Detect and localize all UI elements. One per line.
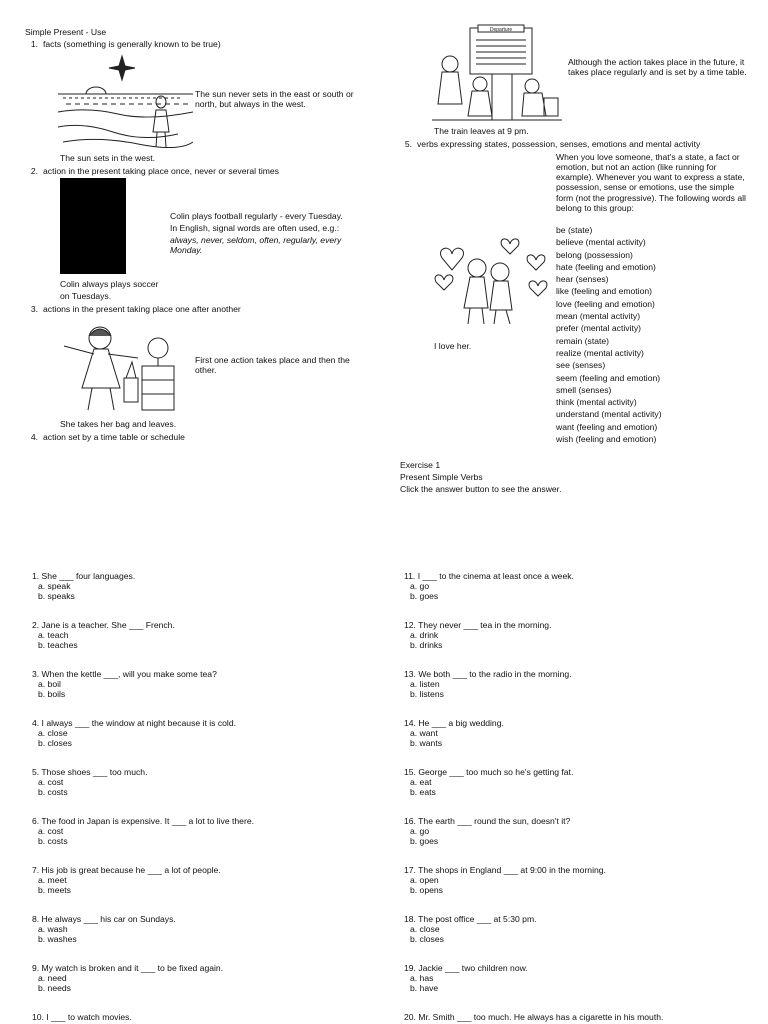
question-stem: 5. Those shoes ___ too much. — [32, 767, 148, 777]
exercise-subtitle: Present Simple Verbs — [400, 472, 483, 482]
verb-item: understand (mental activity) — [556, 409, 662, 420]
question-20 — [404, 1012, 734, 1022]
option-a[interactable]: a. close — [410, 924, 440, 935]
question-14 — [404, 718, 734, 748]
verb-item: be (state) — [556, 225, 593, 235]
use-item-3 — [20, 304, 241, 314]
option-b[interactable]: b. eats — [410, 787, 436, 798]
use-item-number: 3. — [30, 304, 38, 314]
question-stem: 19. Jackie ___ two children now. — [404, 963, 528, 973]
question-3 — [32, 669, 362, 699]
option-b[interactable]: b. goes — [410, 836, 439, 847]
question-stem: 2. Jane is a teacher. She ___ French. — [32, 620, 175, 630]
question-stem: 1. She ___ four languages. — [32, 571, 136, 581]
option-a[interactable]: a. has — [410, 973, 434, 984]
question-11 — [404, 571, 734, 601]
stative-verb-list — [556, 225, 662, 446]
verb-item: love (feeling and emotion) — [556, 298, 655, 309]
question-stem: 15. George ___ too much so he's getting fat. — [404, 767, 574, 777]
use-item-text: facts (something is generally known to be true) — [43, 39, 221, 49]
use-item-number: 2. — [30, 166, 38, 176]
option-a[interactable]: a. drink — [410, 630, 439, 641]
question-2 — [32, 620, 362, 650]
love-hearts-illustration — [432, 238, 552, 328]
verb-item: mean (mental activity) — [556, 311, 641, 322]
option-b[interactable]: b. costs — [38, 787, 68, 798]
question-stem: 10. I ___ to watch movies. — [32, 1012, 132, 1022]
option-a[interactable]: a. speak — [38, 581, 71, 592]
verb-item: smell (senses) — [556, 384, 612, 395]
example3-caption: She takes her bag and leaves. — [60, 419, 177, 429]
example3-note: First one action takes place and then the other. — [195, 355, 350, 376]
sunset-illustration — [58, 52, 193, 152]
option-b[interactable]: b. teaches — [38, 640, 78, 651]
question-stem: 3. When the kettle ___, will you make some tea? — [32, 669, 217, 679]
option-a[interactable]: a. close — [38, 728, 68, 739]
question-13 — [404, 669, 734, 699]
option-a[interactable]: a. open — [410, 875, 439, 886]
question-8 — [32, 914, 362, 944]
option-b[interactable]: b. washes — [38, 934, 77, 945]
question-stem: 13. We both ___ to the radio in the morning. — [404, 669, 572, 679]
verb-item: prefer (mental activity) — [556, 323, 642, 334]
question-7 — [32, 865, 362, 895]
question-17 — [404, 865, 734, 895]
option-a[interactable]: a. cost — [38, 826, 64, 837]
option-b[interactable]: b. drinks — [410, 640, 443, 651]
question-stem: 9. My watch is broken and it ___ to be fixed again. — [32, 963, 224, 973]
football-photo — [60, 178, 126, 274]
question-19 — [404, 963, 734, 993]
example4-caption: The train leaves at 9 pm. — [434, 126, 529, 136]
exercise-instruction: Click the answer button to see the answer. — [400, 484, 562, 494]
question-stem: 17. The shops in England ___ at 9:00 in the morning. — [404, 865, 606, 875]
question-stem: 4. I always ___ the window at night because it is cold. — [32, 718, 236, 728]
question-5 — [32, 767, 362, 797]
option-b[interactable]: b. wants — [410, 738, 443, 749]
option-b[interactable]: b. listens — [410, 689, 444, 700]
use-item-1 — [20, 39, 221, 49]
option-a[interactable]: a. want — [410, 728, 438, 739]
question-18 — [404, 914, 734, 944]
example4-note: Although the action takes place in the future, it takes place regularly and is set by a time table. — [568, 57, 747, 78]
verb-item: hate (feeling and emotion) — [556, 261, 656, 272]
girl-leaving-illustration — [58, 318, 193, 418]
option-a[interactable]: a. teach — [38, 630, 69, 641]
use-item-number: 4. — [30, 432, 38, 442]
verb-item: want (feeling and emotion) — [556, 421, 658, 432]
verb-item: like (feeling and emotion) — [556, 286, 653, 297]
example2-note-line1: Colin plays football regularly - every Tuesday. — [170, 211, 343, 221]
question-stem: 14. He ___ a big wedding. — [404, 718, 504, 728]
question-stem: 18. The post office ___ at 5:30 pm. — [404, 914, 537, 924]
example2-signal-words: always, never, seldom, often, regularly, every Monday. — [170, 235, 342, 256]
page-heading: Simple Present - Use — [25, 27, 107, 37]
option-a[interactable]: a. eat — [410, 777, 432, 788]
option-a[interactable]: a. cost — [38, 777, 64, 788]
verb-item: see (senses) — [556, 360, 606, 371]
verb-item: remain (state) — [556, 335, 610, 346]
option-b[interactable]: b. speaks — [38, 591, 75, 602]
question-stem: 20. Mr. Smith ___ too much. He always has a cigarette in his mouth. — [404, 1012, 664, 1022]
option-b[interactable]: b. boils — [38, 689, 66, 700]
use-item-text: verbs expressing states, possession, senses, emotions and mental activity — [417, 139, 701, 149]
option-b[interactable]: b. closes — [410, 934, 444, 945]
option-a[interactable]: a. go — [410, 826, 430, 837]
use-item-4 — [20, 432, 185, 442]
option-b[interactable]: b. goes — [410, 591, 439, 602]
option-a[interactable]: a. listen — [410, 679, 440, 690]
option-a[interactable]: a. wash — [38, 924, 68, 935]
question-stem: 16. The earth ___ round the sun, doesn't it? — [404, 816, 571, 826]
option-a[interactable]: a. go — [410, 581, 430, 592]
verb-item: realize (mental activity) — [556, 347, 644, 358]
option-a[interactable]: a. boil — [38, 679, 61, 690]
use-item-number: 5. — [404, 139, 412, 149]
example2-note-line2: In English, signal words are often used, e.g.: — [170, 223, 340, 233]
verb-item: think (mental activity) — [556, 397, 637, 408]
question-stem: 12. They never ___ tea in the morning. — [404, 620, 552, 630]
question-1 — [32, 571, 362, 601]
use-item-number: 1. — [30, 39, 38, 49]
verb-item: belong (possession) — [556, 249, 633, 260]
use-item-2 — [20, 166, 279, 176]
option-b[interactable]: b. closes — [38, 738, 72, 749]
example5-caption: I love her. — [434, 341, 472, 351]
verb-item: believe (mental activity) — [556, 237, 646, 248]
option-b[interactable]: b. needs — [38, 983, 71, 994]
exercise-title: Exercise 1 — [400, 460, 441, 470]
verb-item: seem (feeling and emotion) — [556, 372, 661, 383]
use-item-text: action in the present taking place once, never or several times — [43, 166, 279, 176]
question-15 — [404, 767, 734, 797]
option-b[interactable]: b. have — [410, 983, 439, 994]
question-9 — [32, 963, 362, 993]
question-stem: 8. He always ___ his car on Sundays. — [32, 914, 176, 924]
option-b[interactable]: b. costs — [38, 836, 68, 847]
example5-explanation: When you love someone, that's a state, a fact or emotion, but not an action (like running for example). Whenever you want to express a state, possession, sense or emotions, use the simple form (not the progressive). The following words all belong to this group: — [556, 152, 746, 213]
example1-note: The sun never sets in the east or south or north, but always in the west. — [195, 89, 354, 110]
question-12 — [404, 620, 734, 650]
verb-item: hear (senses) — [556, 274, 609, 285]
question-stem: 6. The food in Japan is expensive. It ___ a lot to live there. — [32, 816, 254, 826]
verb-item: wish (feeling and emotion) — [556, 434, 657, 445]
example1-caption: The sun sets in the west. — [60, 153, 156, 163]
use-item-5 — [394, 139, 700, 149]
question-6 — [32, 816, 362, 846]
board-label: Departure — [489, 27, 513, 33]
option-a[interactable]: a. need — [38, 973, 67, 984]
example2-caption-line2: on Tuesdays. — [60, 291, 112, 301]
use-item-text: actions in the present taking place one after another — [43, 304, 241, 314]
question-10 — [32, 1012, 362, 1022]
question-4 — [32, 718, 362, 748]
use-item-text: action set by a time table or schedule — [43, 432, 185, 442]
option-a[interactable]: a. meet — [38, 875, 67, 886]
train-station-illustration — [432, 24, 562, 124]
example2-caption-line1: Colin always plays soccer — [60, 279, 159, 289]
option-b[interactable]: b. opens — [410, 885, 443, 896]
option-b[interactable]: b. meets — [38, 885, 71, 896]
question-stem: 11. I ___ to the cinema at least once a week. — [404, 571, 574, 581]
question-stem: 7. His job is great because he ___ a lot of people. — [32, 865, 221, 875]
question-16 — [404, 816, 734, 846]
